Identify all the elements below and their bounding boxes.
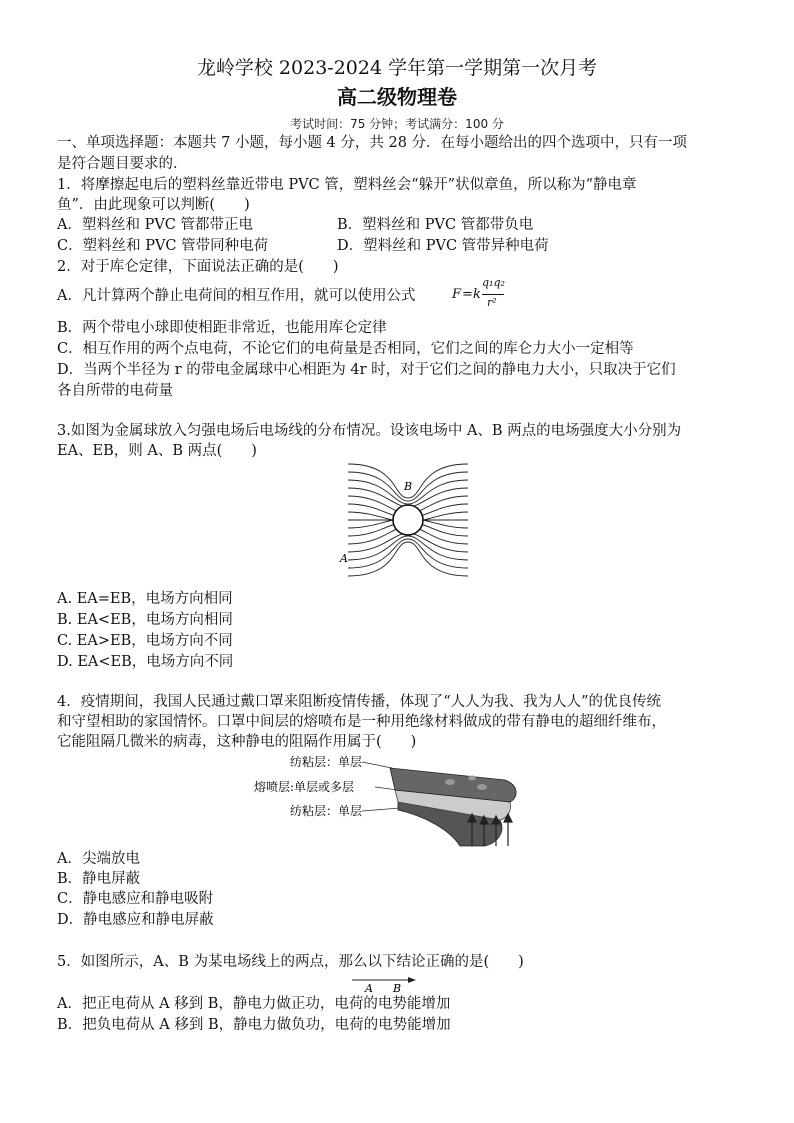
q4-option-d: D．静电感应和静电屏蔽: [57, 912, 214, 928]
q5-stem: 5．如图所示，A、B 为某电场线上的两点，那么以下结论正确的是( ): [57, 954, 524, 970]
section-intro-line-1: 一、单项选择题：本题共 7 小题，每小题 4 分，共 28 分．在每小题给出的四个选项中，只有一项: [57, 135, 688, 151]
q4-option-c: C．静电感应和静电吸附: [57, 891, 214, 907]
q1-option-a: A．塑料丝和 PVC 管都带正电: [57, 217, 254, 233]
metal-sphere: [393, 505, 423, 535]
q1-option-d: D．塑料丝和 PVC 管带异种电荷: [337, 238, 549, 254]
field-point-b-label: B: [404, 480, 413, 493]
q1-option-b: B．塑料丝和 PVC 管都带负电: [337, 217, 534, 233]
formula-numerator: q₁q₂: [482, 276, 505, 289]
mask-layer-label-bottom: 纺粘层：单层: [290, 804, 363, 818]
formula-equals: =: [462, 287, 473, 302]
mask-layer-label-top: 纺粘层：单层: [290, 755, 363, 769]
q4-stem-line-2: 和守望相助的家国情怀。口罩中间层的熔喷布是一种用绝缘材料做成的带有静电的超细纤维布，: [57, 714, 666, 730]
coulomb-formula: [452, 276, 522, 314]
q3-stem-line-1: 3.如图为金属球放入匀强电场后电场线的分布情况。设该电场中 A、B 两点的电场强度大小分别为: [57, 423, 682, 439]
q4-option-a: A．尖端放电: [57, 851, 140, 867]
formula-fraction-bar: [482, 294, 504, 295]
electric-field-figure: [338, 458, 478, 580]
q5-option-b: B．把负电荷从 A 移到 B，静电力做负功，电荷的电势能增加: [57, 1017, 451, 1033]
q2-option-d-line-2: 各自所带的电荷量: [57, 383, 173, 399]
mask-layers-figure: [250, 750, 540, 850]
q3-option-a: A. EA=EB，电场方向相同: [57, 591, 233, 607]
q2-option-a: A．凡计算两个静止电荷间的相互作用，就可以使用公式: [57, 288, 416, 304]
mask-layer-label-middle: 熔喷层:单层或多层: [254, 780, 355, 794]
q5-option-a: A．把正电荷从 A 移到 B，静电力做正功，电荷的电势能增加: [57, 996, 451, 1012]
q4-stem-line-3: 它能阻隔几微米的病毒，这种静电的阻隔作用属于( ): [57, 734, 417, 750]
line-point-a-label: A: [365, 982, 373, 995]
formula-denominator: r²: [487, 296, 497, 309]
q1-option-c: C．塑料丝和 PVC 管带同种电荷: [57, 238, 269, 254]
q1-stem-line-2: 鱼”．由此现象可以判断( ): [57, 197, 250, 213]
q4-option-b: B．静电屏蔽: [57, 871, 141, 887]
q1-stem-line-1: 1．将摩擦起电后的塑料丝靠近带电 PVC 管，塑料丝会“躲开”状似章鱼，所以称为“静电章: [57, 177, 637, 193]
q2-option-d-line-1: D．当两个半径为 r 的带电金属球中心相距为 4r 时，对于它们之间的静电力大小，只取决于它们: [57, 362, 676, 378]
q2-option-b: B．两个带电小球即使相距非常近，也能用库仑定律: [57, 320, 387, 336]
exam-subtitle: 高二级物理卷: [337, 85, 457, 109]
exam-title: 龙岭学校 2023-2024 学年第一学期第一次月考: [196, 57, 598, 79]
q2-stem: 2．对于库仑定律，下面说法正确的是( ): [57, 259, 339, 275]
q3-option-c: C. EA>EB，电场方向不同: [57, 633, 233, 649]
q3-stem-line-2: EA、EB，则 A、B 两点( ): [57, 443, 257, 459]
formula-force: F: [452, 287, 462, 302]
field-point-a-label: A: [340, 552, 348, 565]
field-line-figure: [350, 975, 420, 995]
q4-stem-line-1: 4．疫情期间，我国人民通过戴口罩来阻断疫情传播，体现了“人人为我、我为人人”的优良传统: [57, 694, 662, 710]
q3-option-b: B. EA<EB，电场方向相同: [57, 612, 233, 628]
q3-option-d: D. EA<EB，电场方向不同: [57, 654, 234, 670]
section-intro-line-2: 是符合题目要求的．: [57, 156, 188, 172]
formula-constant: k: [473, 287, 481, 302]
line-point-b-label: B: [393, 982, 402, 995]
exam-info: 考试时间：75 分钟；考试满分：100 分: [290, 117, 504, 131]
q2-option-c: C．相互作用的两个点电荷，不论它们的电荷量是否相同，它们之间的库仑力大小一定相等: [57, 341, 634, 357]
